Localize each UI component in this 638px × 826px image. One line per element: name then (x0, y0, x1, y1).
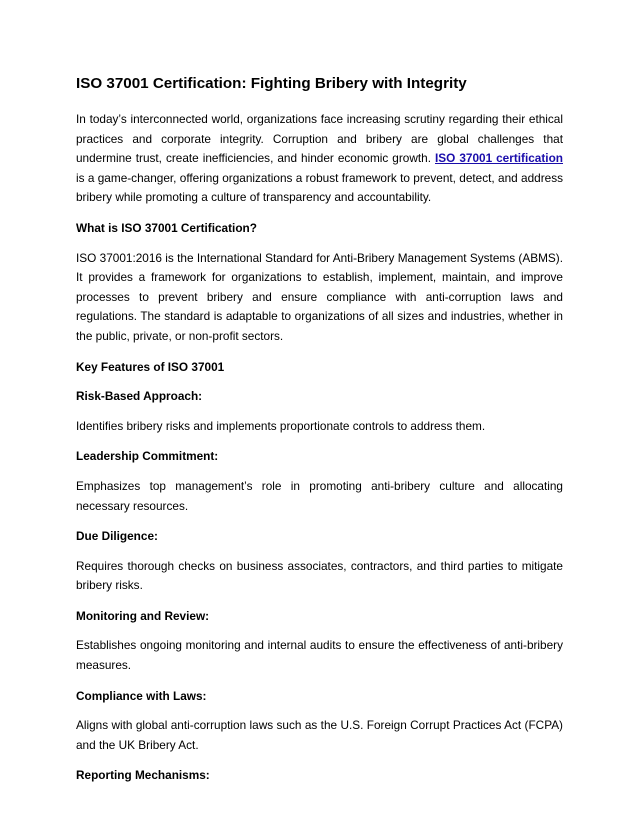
what-is-heading: What is ISO 37001 Certification? (76, 220, 257, 235)
feature-heading-risk-based: Risk-Based Approach: (76, 389, 203, 404)
iso-37001-certification-link[interactable]: ISO 37001 certification (435, 151, 563, 166)
feature-body-due-diligence: Requires thorough checks on business associates, contractors, and third parties to mitigate bribery risks. (76, 558, 563, 593)
feature-heading-leadership: Leadership Commitment: (76, 449, 219, 464)
key-features-heading: Key Features of ISO 37001 (76, 359, 225, 374)
document-title: ISO 37001 Certification: Fighting Bribery with Integrity (76, 75, 467, 92)
feature-body-monitoring: Establishes ongoing monitoring and internal audits to ensure the effectiveness of anti-bribery measures. (76, 638, 563, 673)
feature-body-compliance: Aligns with global anti-corruption laws such as the U.S. Foreign Corrupt Practices Act (FCPA) and the UK Bribery Act. (76, 718, 563, 752)
feature-heading-compliance: Compliance with Laws: (76, 688, 207, 703)
intro-text-after: is a game-changer, offering organizations a robust framework to prevent, detect, and address bribery while promoting a culture of transparency and accountability. (76, 170, 563, 205)
intro-paragraph (76, 110, 563, 208)
feature-body-risk-based: Identifies bribery risks and implements proportionate controls to address them. (76, 418, 486, 433)
feature-body-leadership: Emphasizes top management’s role in promoting anti-bribery culture and allocating necessary resources. (76, 478, 563, 513)
what-is-paragraph: ISO 37001:2016 is the International Standard for Anti-Bribery Management Systems (ABMS). It provides a framework for organizations to establish, implement, maintain, and improve processes to prevent bribery and ensure compliance with anti-corruption laws and regulations. The standard is adaptable to organizations of all sizes and industries, whether in the public, private, or non-profit sectors. (76, 250, 563, 343)
feature-heading-reporting: Reporting Mechanisms: (76, 768, 210, 783)
intro-text-before: In today’s interconnected world, organizations face increasing scrutiny regarding their ethical practices and corporate integrity. Corruption and bribery are global challenges that undermine trust, create inefficiencies, and hinder economic growth. (76, 112, 563, 166)
feature-heading-monitoring: Monitoring and Review: (76, 608, 210, 623)
feature-heading-due-diligence: Due Diligence: (76, 529, 158, 544)
